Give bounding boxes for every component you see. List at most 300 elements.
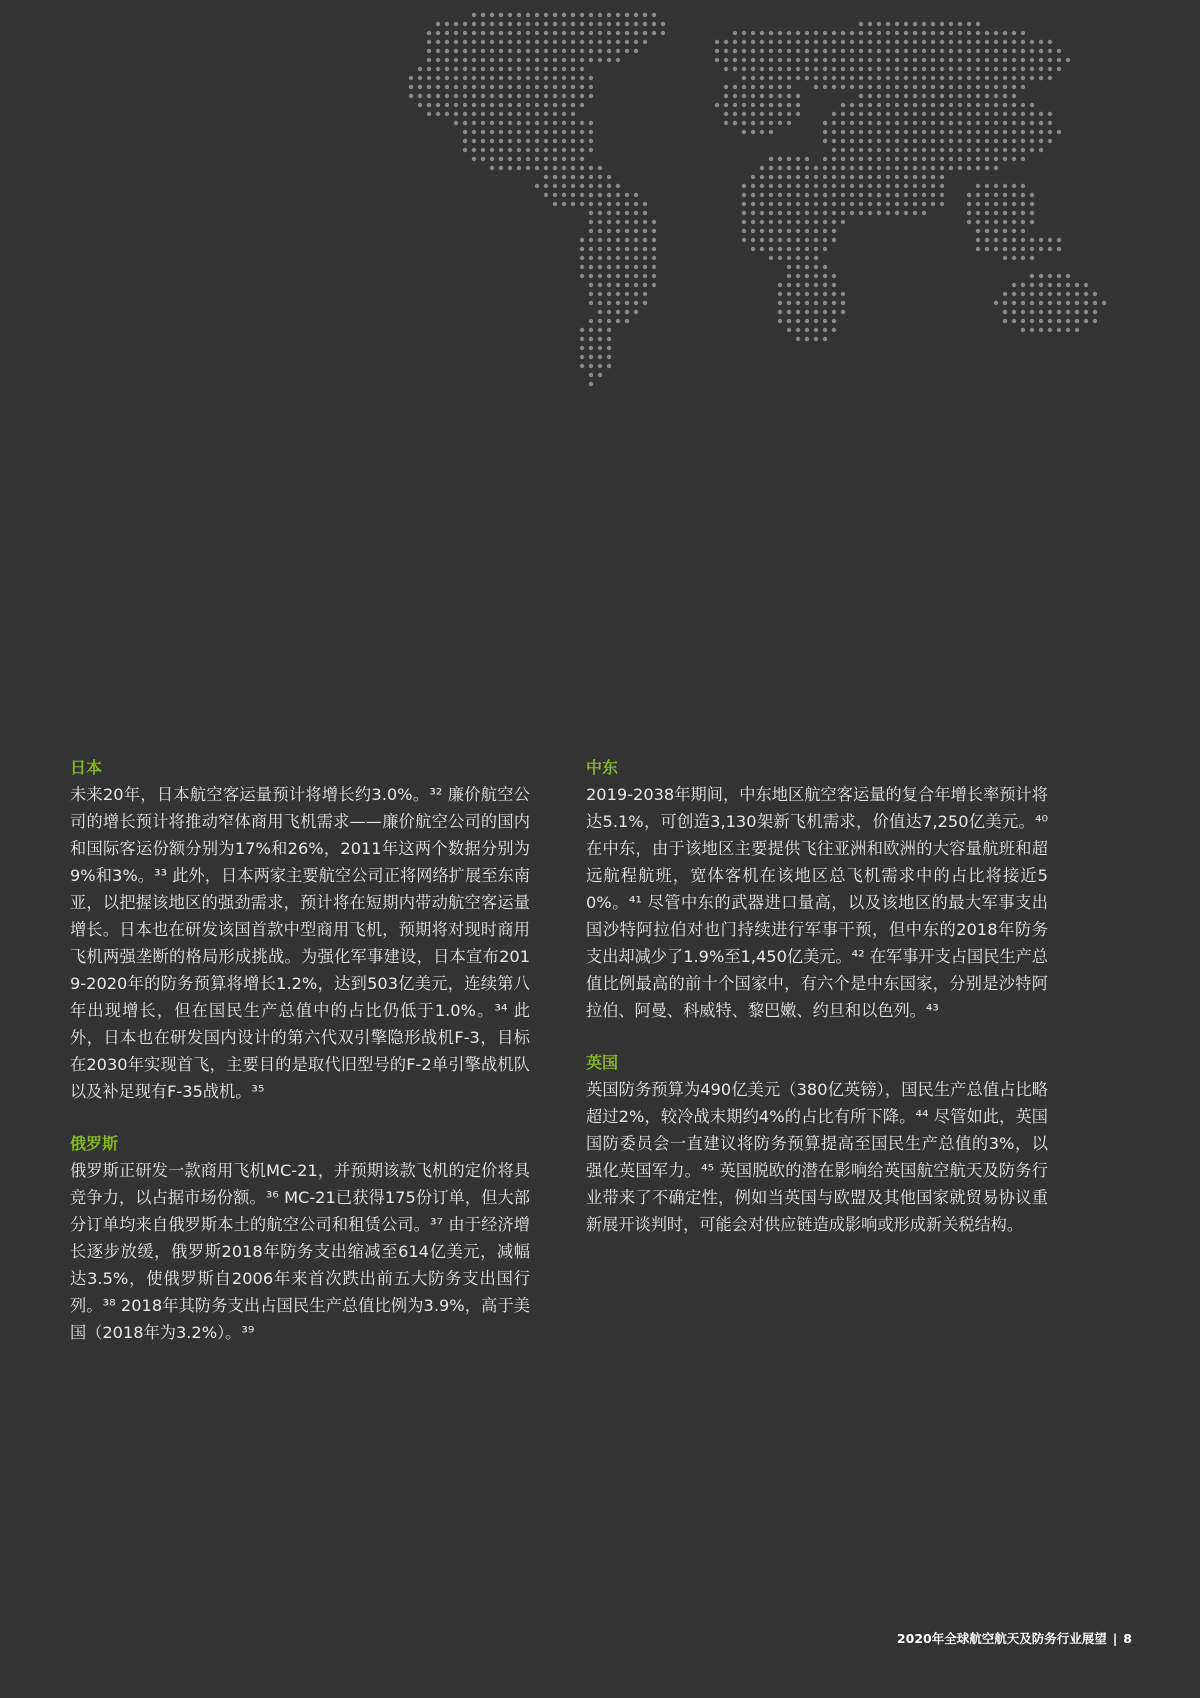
map-dot [985,67,989,71]
map-dot [562,31,566,35]
map-dot [490,76,494,80]
map-dot [598,256,602,260]
map-dot [1030,49,1034,53]
map-dot [895,49,899,53]
map-dot [481,112,485,116]
map-dot [805,211,809,215]
map-dot [760,166,764,170]
map-dot [589,184,593,188]
map-dot [949,31,953,35]
map-dot [625,193,629,197]
map-dot [859,211,863,215]
map-dot [580,13,584,17]
map-dot [1012,184,1016,188]
map-dot [904,166,908,170]
map-dot [589,328,593,332]
map-dot [994,148,998,152]
map-dot [769,40,773,44]
map-dot [805,175,809,179]
map-dot [868,139,872,143]
map-dot [958,58,962,62]
map-dot [526,22,530,26]
map-dot [751,85,755,89]
map-dot [517,22,521,26]
map-dot [913,211,917,215]
map-dot [562,103,566,107]
map-dot [895,157,899,161]
map-dot [967,202,971,206]
map-dot [850,148,854,152]
map-dot [787,256,791,260]
map-dot [976,202,980,206]
map-dot [877,175,881,179]
map-dot [589,22,593,26]
map-dot [607,310,611,314]
map-dot [967,22,971,26]
map-dot [724,49,728,53]
map-dot [1003,121,1007,125]
map-dot [607,229,611,233]
map-dot [940,175,944,179]
map-dot [1012,58,1016,62]
map-dot [859,148,863,152]
map-dot [625,238,629,242]
map-dot [940,31,944,35]
map-dot [481,130,485,134]
map-dot [814,256,818,260]
map-dot [517,13,521,17]
map-dot [931,112,935,116]
map-dot [913,112,917,116]
map-dot [976,130,980,134]
map-dot [787,238,791,242]
map-dot [994,103,998,107]
map-dot [652,31,656,35]
map-dot [1021,229,1025,233]
map-dot [481,85,485,89]
map-dot [1057,292,1061,296]
map-dot [1057,130,1061,134]
map-dot [517,31,521,35]
map-dot [643,301,647,305]
map-dot [562,130,566,134]
map-dot [778,211,782,215]
map-dot [778,319,782,323]
map-dot [571,22,575,26]
map-dot [796,76,800,80]
map-dot [517,103,521,107]
map-dot [724,103,728,107]
map-dot [1021,121,1025,125]
map-dot [463,58,467,62]
map-dot [832,67,836,71]
map-dot [760,76,764,80]
map-dot [832,175,836,179]
footer-separator: | [1112,1631,1118,1646]
map-dot [490,139,494,143]
map-dot [544,94,548,98]
map-dot [1012,148,1016,152]
map-dot [499,76,503,80]
map-dot [895,193,899,197]
map-dot [598,283,602,287]
map-dot [1003,220,1007,224]
map-dot [1021,40,1025,44]
map-dot [805,67,809,71]
map-dot [841,211,845,215]
map-dot [841,67,845,71]
map-dot [985,193,989,197]
map-dot [805,319,809,323]
map-dot [913,31,917,35]
map-dot [454,49,458,53]
map-dot [994,202,998,206]
map-dot [1057,328,1061,332]
map-dot [553,139,557,143]
map-dot [490,130,494,134]
map-dot [562,85,566,89]
map-dot [823,220,827,224]
map-dot [1048,301,1052,305]
map-dot [616,13,620,17]
map-dot [877,112,881,116]
map-dot [1030,103,1034,107]
map-dot [1003,76,1007,80]
map-dot [580,337,584,341]
map-dot [589,346,593,350]
map-dot [616,193,620,197]
map-dot [589,373,593,377]
map-dot [832,121,836,125]
map-dot [940,139,944,143]
map-dot [895,130,899,134]
map-dot [760,121,764,125]
map-dot [994,130,998,134]
map-dot [841,40,845,44]
map-dot [634,31,638,35]
map-dot [832,31,836,35]
map-dot [985,49,989,53]
map-dot [1012,31,1016,35]
map-dot [634,220,638,224]
map-dot [769,58,773,62]
map-dot [634,292,638,296]
map-dot [958,49,962,53]
map-dot [976,76,980,80]
map-dot [868,85,872,89]
map-dot [1003,130,1007,134]
map-dot [742,58,746,62]
map-dot [742,76,746,80]
map-dot [562,139,566,143]
map-dot [832,301,836,305]
map-dot [778,85,782,89]
map-dot [976,220,980,224]
map-dot [913,130,917,134]
map-dot [1021,238,1025,242]
map-dot [787,274,791,278]
map-dot [778,292,782,296]
map-dot [634,265,638,269]
map-dot [652,220,656,224]
map-dot [994,112,998,116]
map-dot [652,22,656,26]
map-dot [445,112,449,116]
map-dot [472,112,476,116]
map-dot [526,31,530,35]
map-dot [463,49,467,53]
map-dot [796,94,800,98]
map-dot [580,103,584,107]
map-dot [463,76,467,80]
map-dot [886,49,890,53]
section-body: 俄罗斯正研发一款商用飞机MC-21，并预期该款飞机的定价将具竞争力，以占据市场份额。³⁶ MC-21已获得175份订单，但大部分订单均来自俄罗斯本土的航空公司和租赁公司。³⁷ 由于经济增长逐步放缓，俄罗斯2018年防务支出缩减至614亿美元，减幅达3.5%，使俄罗斯自2006年来首次跌出前五大防务支出国行列。³⁸ 2018年其防务支出占国民生产总值比例为3.9%，高于美国（2018年为3.2%）。³⁹ [70,1161,530,1342]
map-dot [616,265,620,269]
map-dot [931,184,935,188]
map-dot [994,220,998,224]
map-dot [634,310,638,314]
map-dot [616,211,620,215]
map-dot [859,121,863,125]
map-dot [814,220,818,224]
map-dot [751,67,755,71]
map-dot [481,157,485,161]
map-dot [544,67,548,71]
map-dot [733,112,737,116]
map-dot [796,274,800,278]
map-dot [598,211,602,215]
map-dot [1021,157,1025,161]
map-dot [922,139,926,143]
map-dot [760,220,764,224]
map-dot [805,265,809,269]
map-dot [868,40,872,44]
map-dot [571,166,575,170]
map-dot [958,112,962,116]
map-dot [805,31,809,35]
map-dot [850,76,854,80]
map-dot [805,220,809,224]
map-dot [616,292,620,296]
map-dot [913,85,917,89]
map-dot [913,166,917,170]
map-dot [850,157,854,161]
map-dot [535,166,539,170]
map-dot [580,247,584,251]
map-dot [904,148,908,152]
map-dot [1030,283,1034,287]
map-dot [967,94,971,98]
map-dot [526,40,530,44]
map-dot [805,247,809,251]
map-dot [544,13,548,17]
map-dot [499,139,503,143]
map-dot [931,148,935,152]
map-dot [886,130,890,134]
map-dot [1084,292,1088,296]
map-dot [607,265,611,269]
map-dot [472,103,476,107]
map-dot [940,166,944,170]
map-dot [760,175,764,179]
map-dot [499,121,503,125]
map-dot [877,76,881,80]
map-dot [1003,58,1007,62]
map-dot [1039,301,1043,305]
map-dot [931,67,935,71]
map-dot [571,112,575,116]
map-dot [760,103,764,107]
map-dot [958,130,962,134]
map-dot [994,184,998,188]
section-heading: 英国 [586,1053,619,1072]
map-dot [544,58,548,62]
map-dot [832,319,836,323]
map-dot [544,130,548,134]
map-dot [769,184,773,188]
map-dot [751,220,755,224]
map-dot [751,238,755,242]
map-dot [796,283,800,287]
map-dot [796,328,800,332]
map-dot [598,337,602,341]
map-dot [1021,283,1025,287]
map-dot [751,31,755,35]
map-dot [427,103,431,107]
map-dot [445,58,449,62]
map-dot [787,103,791,107]
map-dot [967,139,971,143]
map-dot [643,22,647,26]
map-dot [562,49,566,53]
map-dot [580,175,584,179]
map-dot [544,184,548,188]
map-dot [1021,202,1025,206]
map-dot [589,85,593,89]
map-dot [859,58,863,62]
map-dot [805,76,809,80]
map-dot [922,112,926,116]
map-dot [904,22,908,26]
map-dot [778,40,782,44]
map-dot [1039,76,1043,80]
map-dot [994,193,998,197]
map-dot [526,148,530,152]
map-dot [535,40,539,44]
map-dot [742,238,746,242]
map-dot [949,130,953,134]
map-dot [463,130,467,134]
map-dot [643,202,647,206]
map-dot [985,94,989,98]
map-dot [472,13,476,17]
map-dot [418,76,422,80]
map-dot [760,94,764,98]
map-dot [625,310,629,314]
map-dot [778,76,782,80]
map-dot [580,139,584,143]
map-dot [1003,256,1007,260]
map-dot [571,94,575,98]
map-dot [625,13,629,17]
map-dot [1012,220,1016,224]
map-dot [778,301,782,305]
map-dot [463,22,467,26]
map-dot [535,22,539,26]
map-dot [1030,67,1034,71]
map-dot [1048,283,1052,287]
map-dot [769,49,773,53]
map-dot [1030,112,1034,116]
map-dot [805,166,809,170]
map-dot [535,130,539,134]
map-dot [1012,229,1016,233]
map-dot [427,49,431,53]
map-dot [796,175,800,179]
map-dot [904,157,908,161]
map-dot [769,121,773,125]
map-dot [598,238,602,242]
map-dot [1021,58,1025,62]
map-dot [814,49,818,53]
map-dot [472,40,476,44]
map-dot [562,193,566,197]
map-dot [1003,193,1007,197]
map-dot [616,49,620,53]
map-dot [589,355,593,359]
map-dot [976,148,980,152]
map-dot [553,85,557,89]
map-dot [1048,274,1052,278]
map-dot [895,211,899,215]
map-dot [877,139,881,143]
map-dot [589,211,593,215]
map-dot [976,103,980,107]
map-dot [742,67,746,71]
map-dot [886,40,890,44]
map-dot [841,103,845,107]
map-dot [742,121,746,125]
map-dot [796,193,800,197]
map-dot [643,283,647,287]
map-dot [778,283,782,287]
map-dot [1012,193,1016,197]
map-dot [517,148,521,152]
map-dot [886,94,890,98]
map-dot [967,49,971,53]
map-dot [904,130,908,134]
map-dot [868,121,872,125]
map-dot [553,112,557,116]
map-dot [598,22,602,26]
map-dot [652,274,656,278]
map-dot [976,229,980,233]
map-dot [796,211,800,215]
map-dot [1012,130,1016,134]
map-dot [751,247,755,251]
map-dot [976,112,980,116]
map-dot [580,184,584,188]
map-dot [841,292,845,296]
map-dot [823,247,827,251]
map-dot [463,139,467,143]
map-dot [571,85,575,89]
map-dot [823,31,827,35]
map-dot [652,13,656,17]
map-dot [877,202,881,206]
map-dot [913,121,917,125]
footer-title: 2020年全球航空航天及防务行业展望 [896,1631,1107,1646]
